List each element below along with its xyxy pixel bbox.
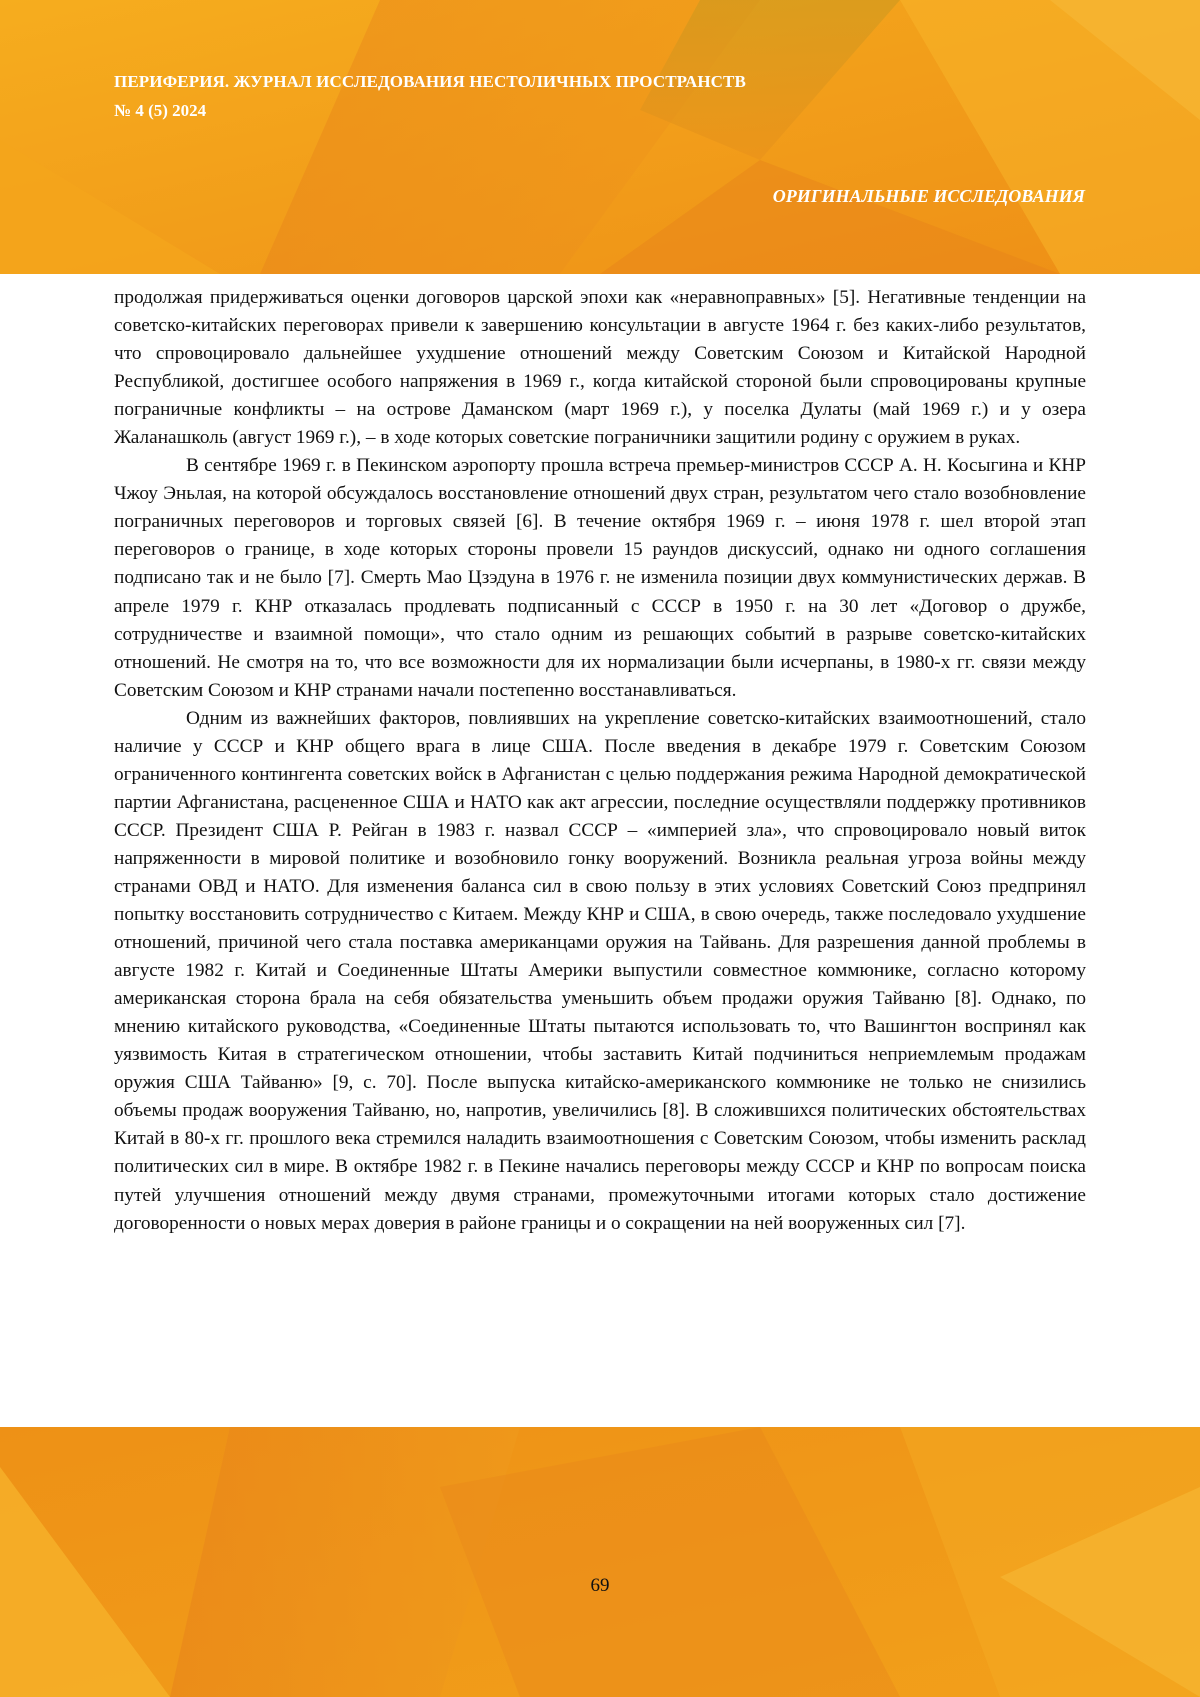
- paragraph-3: Одним из важнейших факторов, повлиявших на укрепление советско-китайских взаимоотношений, стало наличие у СССР и КНР общего врага в лице США. После введения в декабре 1979 г. Советским Союзом ограниченного контингента советских войск в Афганистан с целью поддержания режима Народной демократической партии Афганистана, расцененное США и НАТО как акт агрессии, последние осуществляли поддержку противников СССР. Президент США Р. Рейган в 1983 г. назвал СССР – «империей зла», что спровоцировало новый виток напряженности в мировой политике и возобновило гонку вооружений. Возникла реальная угроза войны между странами ОВД и НАТО. Для изменения баланса сил в свою пользу в этих условиях Советский Союз предпринял попытку восстановить сотрудничество с Китаем. Между КНР и США, в свою очередь, также последовало ухудшение отношений, причиной чего стала поставка американцами оружия на Тайвань. Для разрешения данной проблемы в августе 1982 г. Китай и Соединенные Штаты Америки выпустили совместное коммюнике, согласно которому американская сторона брала на себя обязательства уменьшить объем продажи оружия Тайваню [8]. Однако, по мнению китайского руководства, «Соединенные Штаты пытаются использовать то, что Вашингтон воспринял как уязвимость Китая в стратегическом отношении, чтобы заставить Китай подчиниться неприемлемым продажам оружия США Тайваню» [9, с. 70]. После выпуска китайско-американского коммюнике не только не снизились объемы продаж вооружения Тайваню, но, напротив, увеличились [8]. В сложившихся политических обстоятельствах Китай в 80-х гг. прошлого века стремился наладить взаимоотношения с Советским Союзом, чтобы изменить расклад политических сил в мире. В октябре 1982 г. в Пекине начались переговоры между СССР и КНР по вопросам поиска путей улучшения отношений между двумя странами, промежуточными итогами которых стало достижение договоренности о новых мерах доверия в районе границы и о сокращении на ней вооруженных сил [7].: [114, 707, 1086, 1234]
- paragraph-2: В сентябре 1969 г. в Пекинском аэропорту прошла встреча премьер-министров СССР А. Н. Косыгина и КНР Чжоу Эньлая, на которой обсуждалось восстановление отношений двух стран, результатом чего стало возобновление пограничных переговоров и торговых связей [6]. В течение октября 1969 г. – июня 1978 г. шел второй этап переговоров о границе, в ходе которых стороны провели 15 раундов дискуссий, однако ни одного соглашения подписано так и не было [7]. Смерть Мао Цзэдуна в 1976 г. не изменила позиции двух коммунистических держав. В апреле 1979 г. КНР отказалась продлевать подписанный с СССР в 1950 г. на 30 лет «Договор о дружбе, сотрудничестве и взаимной помощи», что стало одним из решающих событий в разрыве советско-китайских отношений. Не смотря на то, что все возможности для их нормализации были исчерпаны, в 1980-х гг. связи между Советским Союзом и КНР странами начали постепенно восстанавливаться.: [114, 455, 1086, 701]
- section-label: ОРИГИНАЛЬНЫЕ ИССЛЕДОВАНИЯ: [772, 186, 1085, 206]
- journal-title: ПЕРИФЕРИЯ. ЖУРНАЛ ИССЛЕДОВАНИЯ НЕСТОЛИЧНЫХ ПРОСТРАНСТВ: [114, 72, 746, 91]
- article-body: [114, 284, 1086, 1238]
- footer-band: [0, 1427, 1200, 1697]
- page-number: 69: [590, 1575, 610, 1596]
- footer-background-shapes: [0, 1427, 1200, 1697]
- header-background-shapes: [0, 0, 1200, 274]
- paragraph-1: продолжая придерживаться оценки договоров царской эпохи как «неравноправных» [5]. Негативные тенденции на советско-китайских переговорах привели к завершению консультации в августе 1964 г. без каких-либо результатов, что спровоцировало дальнейшее ухудшение отношений между Советским Союзом и Китайской Народной Республикой, достигшее особого напряжения в 1969 г., когда китайской стороной были спровоцированы крупные пограничные конфликты – на острове Даманском (март 1969 г.), у поселка Дулаты (май 1969 г.) и у озера Жаланашколь (август 1969 г.), – в ходе которых советские пограничники защитили родину с оружием в руках.: [114, 287, 1086, 449]
- issue-number: № 4 (5) 2024: [114, 101, 207, 120]
- header-band: [0, 0, 1200, 274]
